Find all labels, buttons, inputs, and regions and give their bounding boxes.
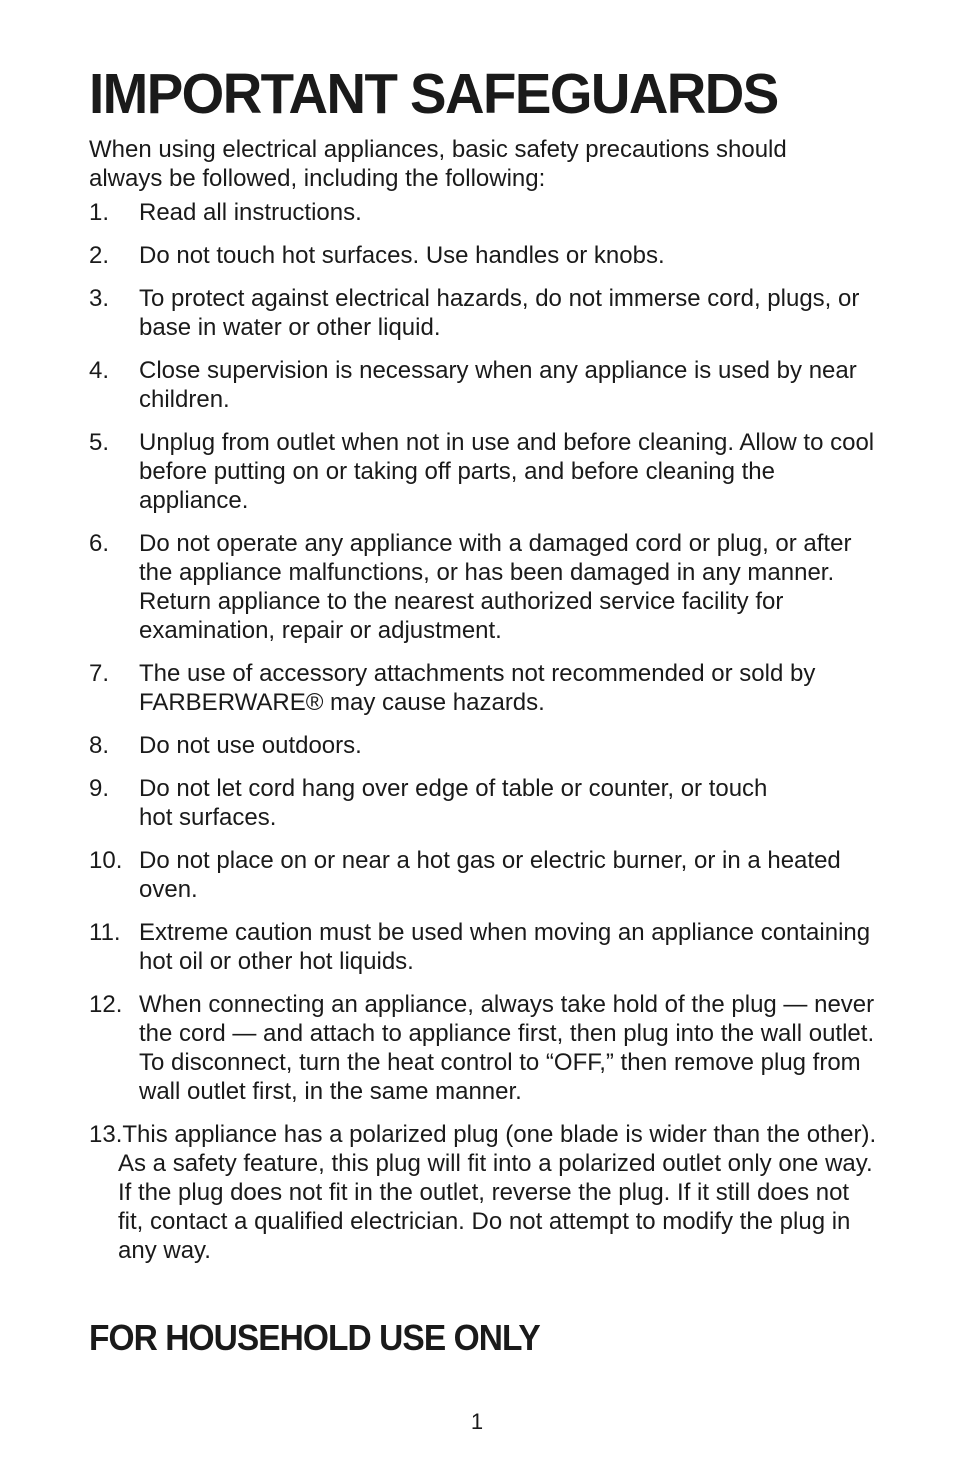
- item-number: 2.: [89, 242, 110, 269]
- page-number: 1: [470, 1409, 484, 1434]
- item-number: 8.: [89, 732, 110, 759]
- list-item: [89, 241, 879, 270]
- list-item: [89, 774, 879, 832]
- item-number: 3.: [89, 285, 110, 312]
- safeguards-list: [89, 198, 879, 1265]
- item-text: Do not let cord hang over edge of table or counter, or touch hot surfaces.: [139, 775, 768, 831]
- list-item: [89, 990, 879, 1106]
- item-number: 5.: [89, 429, 110, 456]
- item-number: 1.: [89, 199, 110, 226]
- item-number: 4.: [89, 357, 110, 384]
- item-text: Close supervision is necessary when any appliance is used by near children.: [139, 357, 857, 413]
- item-text: To protect against electrical hazards, do not immerse cord, plugs, or base in water or other liquid.: [139, 285, 860, 341]
- item-number: 12.: [89, 991, 123, 1018]
- list-item: [89, 529, 879, 645]
- list-item: [89, 731, 879, 760]
- item-number: 11.: [89, 919, 121, 946]
- list-item: [89, 428, 879, 515]
- list-item: [89, 284, 879, 342]
- item-number: 9.: [89, 775, 110, 802]
- item-number: 7.: [89, 660, 110, 687]
- list-item: [89, 846, 879, 904]
- page-title: IMPORTANT SAFEGUARDS: [89, 62, 778, 126]
- intro-paragraph: When using electrical appliances, basic safety precautions should always be followed, including the following:: [89, 136, 787, 192]
- item-number: 13.: [89, 1121, 123, 1148]
- item-text: Unplug from outlet when not in use and before cleaning. Allow to cool before putting on or taking off parts, and before cleaning the appliance.: [139, 429, 875, 514]
- item-number: 10.: [89, 847, 123, 874]
- document-page: [89, 62, 879, 1358]
- item-text: When connecting an appliance, always take hold of the plug — never the cord — and attach to appliance first, then plug into the wall outlet. To disconnect, turn the heat control to “OFF,” then remove plug from wall outlet first, in the same manner.: [139, 991, 875, 1105]
- household-use-heading: FOR HOUSEHOLD USE ONLY: [89, 1317, 540, 1358]
- list-item: [89, 198, 879, 227]
- item-text: Do not operate any appliance with a damaged cord or plug, or after the appliance malfunctions, or has been damaged in any manner. Return appliance to the nearest authorized service facility for examination, repair or adjustment.: [139, 530, 852, 644]
- item-text: This appliance has a polarized plug (one blade is wider than the other). As a safety feature, this plug will fit into a polarized outlet only one way. If the plug does not fit in the outlet, reverse the plug. If it still does not fit, contact a qualified electrician. Do not attempt to modify the plug in any way.: [118, 1121, 877, 1264]
- item-text: Extreme caution must be used when moving an appliance containing hot oil or other hot liquids.: [139, 919, 871, 975]
- list-item: [89, 356, 879, 414]
- item-text: Do not touch hot surfaces. Use handles or knobs.: [139, 242, 665, 269]
- item-text: Do not use outdoors.: [139, 732, 362, 759]
- list-item: [89, 918, 879, 976]
- item-text: The use of accessory attachments not recommended or sold by FARBERWARE® may cause hazards.: [139, 660, 816, 716]
- item-number: 6.: [89, 530, 110, 557]
- list-item: [89, 659, 879, 717]
- list-item: [89, 1120, 879, 1265]
- item-text: Read all instructions.: [139, 199, 362, 226]
- item-text: Do not place on or near a hot gas or electric burner, or in a heated oven.: [139, 847, 841, 903]
